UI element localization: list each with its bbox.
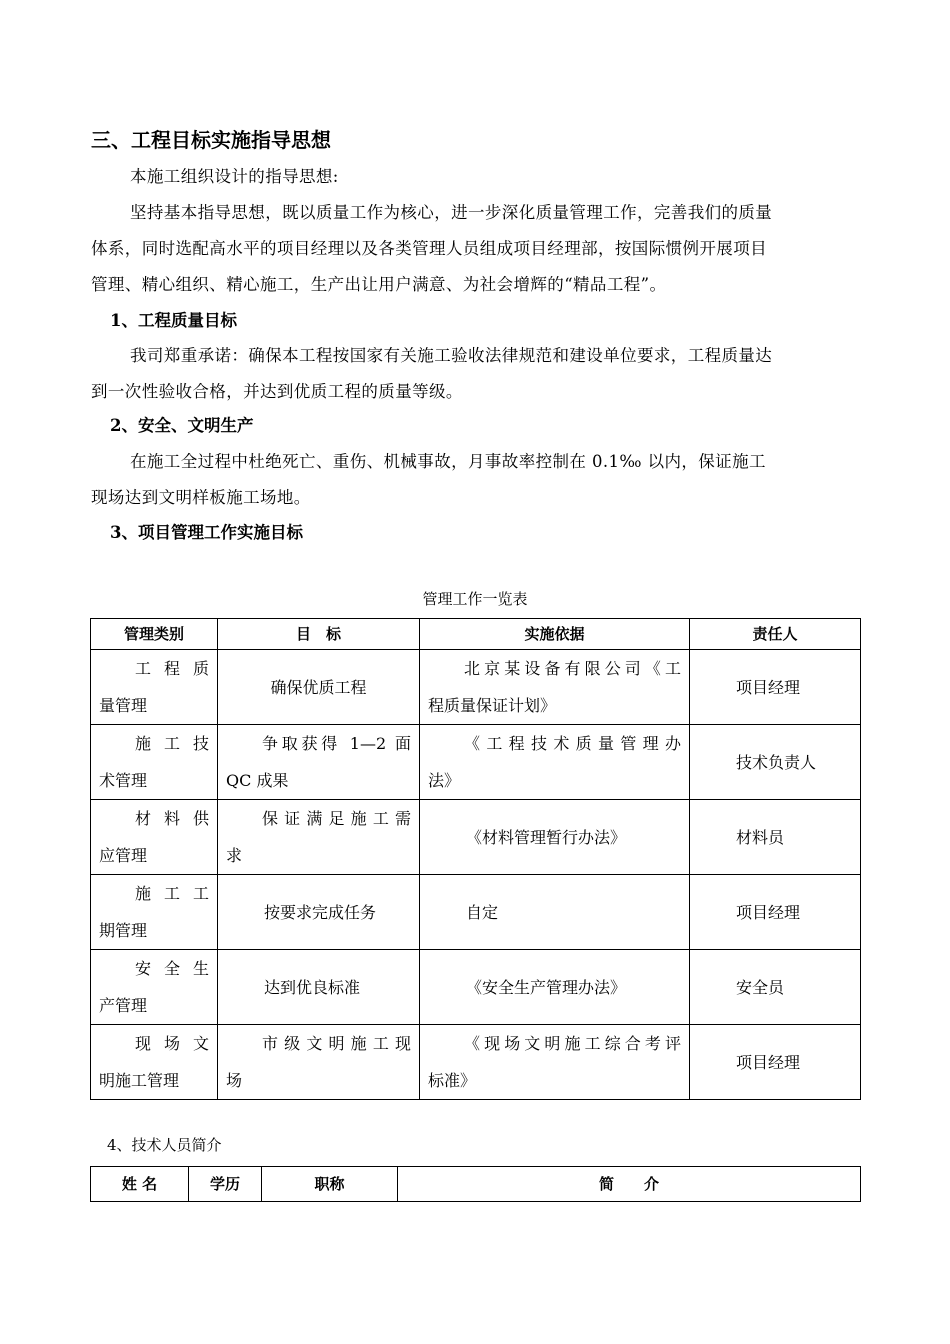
basis-cell: 自定 xyxy=(420,875,690,950)
heading-quality: 1、工程质量目标 xyxy=(110,311,237,330)
owner-cell: 安全员 xyxy=(690,950,861,1025)
basis-cell: 北京某设备有限公司《工 程质量保证计划》 xyxy=(420,650,690,725)
goal-cell: 保证满足施工需 求 xyxy=(218,800,420,875)
category-cell: 施 工 工 期管理 xyxy=(91,875,218,950)
paragraph-line: 坚持基本指导思想，既以质量工作为核心，进一步深化质量管理工作，完善我们的质量 xyxy=(130,203,773,222)
category-cell: 安 全 生 产管理 xyxy=(91,950,218,1025)
table-row xyxy=(91,875,861,950)
column-header: 职称 xyxy=(262,1167,398,1202)
management-table xyxy=(90,618,861,1100)
table-header-row xyxy=(91,619,861,650)
column-header: 管理类别 xyxy=(91,619,218,650)
owner-cell: 项目经理 xyxy=(690,875,861,950)
goal-cell: 按要求完成任务 xyxy=(218,875,420,950)
staff-table xyxy=(90,1166,861,1202)
category-cell: 材 料 供 应管理 xyxy=(91,800,218,875)
column-header: 姓 名 xyxy=(91,1167,189,1202)
table-row xyxy=(91,800,861,875)
owner-cell: 技术负责人 xyxy=(690,725,861,800)
goal-cell: 市级文明施工现 场 xyxy=(218,1025,420,1100)
basis-cell: 《现场文明施工综合考评 标准》 xyxy=(420,1025,690,1100)
table-row xyxy=(91,650,861,725)
category-cell: 现 场 文 明施工管理 xyxy=(91,1025,218,1100)
owner-cell: 项目经理 xyxy=(690,1025,861,1100)
goal-cell: 确保优质工程 xyxy=(218,650,420,725)
owner-cell: 项目经理 xyxy=(690,650,861,725)
table-caption: 管理工作一览表 xyxy=(422,590,528,608)
column-header: 简 介 xyxy=(398,1167,861,1202)
paragraph-line: 体系，同时选配高水平的项目经理以及各类管理人员组成项目经理部，按国际惯例开展项目 xyxy=(91,239,767,258)
table-row xyxy=(91,950,861,1025)
table-row xyxy=(91,1025,861,1100)
paragraph-line: 在施工全过程中杜绝死亡、重伤、机械事故，月事故率控制在 0.1‰ 以内，保证施工 xyxy=(130,452,766,471)
goal-cell: 争取获得 1—2 面 QC 成果 xyxy=(218,725,420,800)
heading-staff: 4、技术人员简介 xyxy=(107,1136,222,1154)
heading-management: 3、项目管理工作实施目标 xyxy=(110,523,303,542)
owner-cell: 材料员 xyxy=(690,800,861,875)
basis-cell: 《安全生产管理办法》 xyxy=(420,950,690,1025)
basis-cell: 《材料管理暂行办法》 xyxy=(420,800,690,875)
paragraph-line: 管理、精心组织、精心施工，生产出让用户满意、为社会增辉的“精品工程”。 xyxy=(91,275,667,294)
paragraph-line: 我司郑重承诺：确保本工程按国家有关施工验收法律规范和建设单位要求，工程质量达 xyxy=(130,346,773,365)
intro-text: 本施工组织设计的指导思想: xyxy=(130,167,339,186)
category-cell: 施 工 技 术管理 xyxy=(91,725,218,800)
table-header-row xyxy=(91,1167,861,1202)
column-header: 实施依据 xyxy=(420,619,690,650)
goal-cell: 达到优良标准 xyxy=(218,950,420,1025)
section-title: 三、工程目标实施指导思想 xyxy=(91,128,331,152)
paragraph-line: 现场达到文明样板施工场地。 xyxy=(91,488,311,507)
basis-cell: 《工程技术质量管理办 法》 xyxy=(420,725,690,800)
table-row xyxy=(91,725,861,800)
heading-safety: 2、安全、文明生产 xyxy=(110,416,254,435)
column-header: 学历 xyxy=(189,1167,262,1202)
category-cell: 工 程 质 量管理 xyxy=(91,650,218,725)
paragraph-line: 到一次性验收合格，并达到优质工程的质量等级。 xyxy=(91,382,463,401)
column-header: 责任人 xyxy=(690,619,861,650)
column-header: 目 标 xyxy=(218,619,420,650)
